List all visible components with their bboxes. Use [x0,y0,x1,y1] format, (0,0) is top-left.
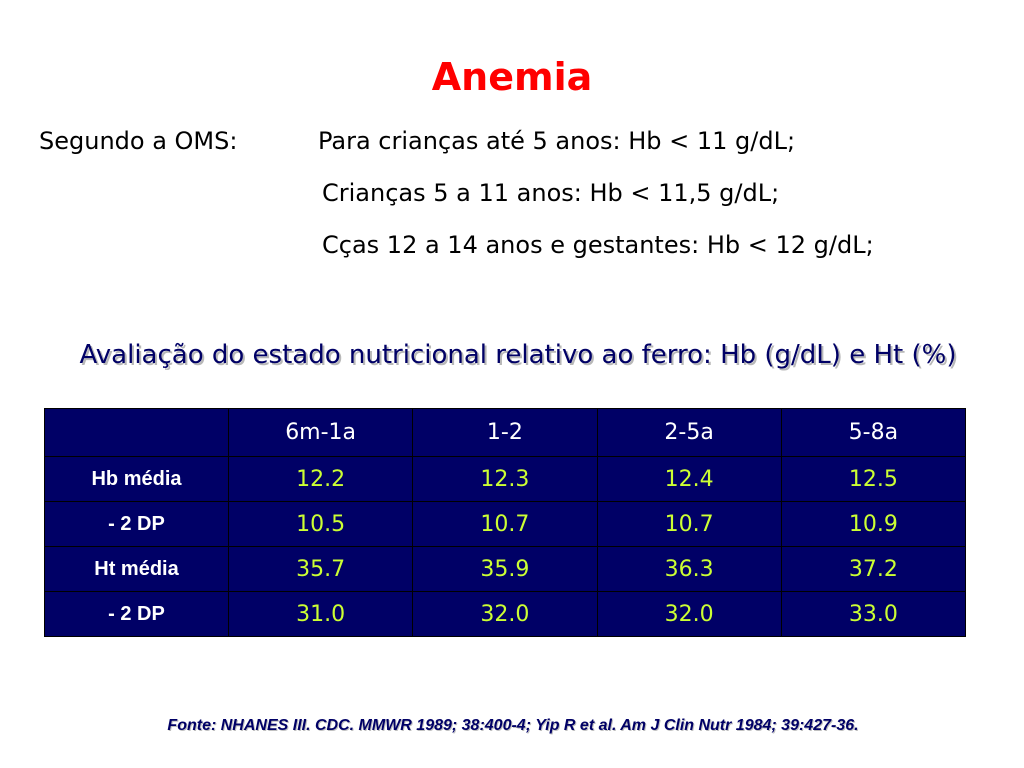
table-cell: 10.7 [413,502,597,547]
table-cell: 10.7 [597,502,781,547]
table-row [45,502,966,547]
who-criterion-5-to-11: Crianças 5 a 11 anos: Hb < 11,5 g/dL; [322,179,780,207]
table-cell: 32.0 [413,592,597,637]
table-cell: 33.0 [781,592,965,637]
header-age-2-5a: 2-5a [597,409,781,457]
table-header-row [45,409,966,457]
table-subtitle: Avaliação do estado nutricional relativo ao ferro: Hb (g/dL) e Ht (%) [79,340,957,370]
row-label-ht-mean: Ht média [45,547,229,592]
table-cell: 37.2 [781,547,965,592]
table-cell: 31.0 [229,592,413,637]
table-cell: 10.9 [781,502,965,547]
who-criterion-12-to-14-pregnant: Cças 12 a 14 anos e gestantes: Hb < 12 g/dL; [322,231,874,259]
table-cell: 10.5 [229,502,413,547]
who-criterion-under-5: Para crianças até 5 anos: Hb < 11 g/dL; [318,127,796,155]
header-age-6m-1a: 6m-1a [229,409,413,457]
table-row [45,592,966,637]
slide-title: Anemia [431,55,593,99]
header-corner-cell [45,409,229,457]
table-cell: 32.0 [597,592,781,637]
table-cell: 35.7 [229,547,413,592]
header-age-5-8a: 5-8a [781,409,965,457]
row-label-hb-minus-2sd: - 2 DP [45,502,229,547]
table-cell: 12.4 [597,457,781,502]
table-cell: 12.3 [413,457,597,502]
table-row [45,547,966,592]
table-row [45,457,966,502]
source-citation: Fonte: NHANES III. CDC. MMWR 1989; 38:400-4; Yip R et al. Am J Clin Nutr 1984; 39:427-36. [167,717,859,734]
table-cell: 12.2 [229,457,413,502]
who-criteria-label: Segundo a OMS: [39,127,238,155]
header-age-1-2: 1-2 [413,409,597,457]
table-cell: 35.9 [413,547,597,592]
iron-status-table [44,408,966,637]
row-label-ht-minus-2sd: - 2 DP [45,592,229,637]
table-cell: 12.5 [781,457,965,502]
row-label-hb-mean: Hb média [45,457,229,502]
table-cell: 36.3 [597,547,781,592]
